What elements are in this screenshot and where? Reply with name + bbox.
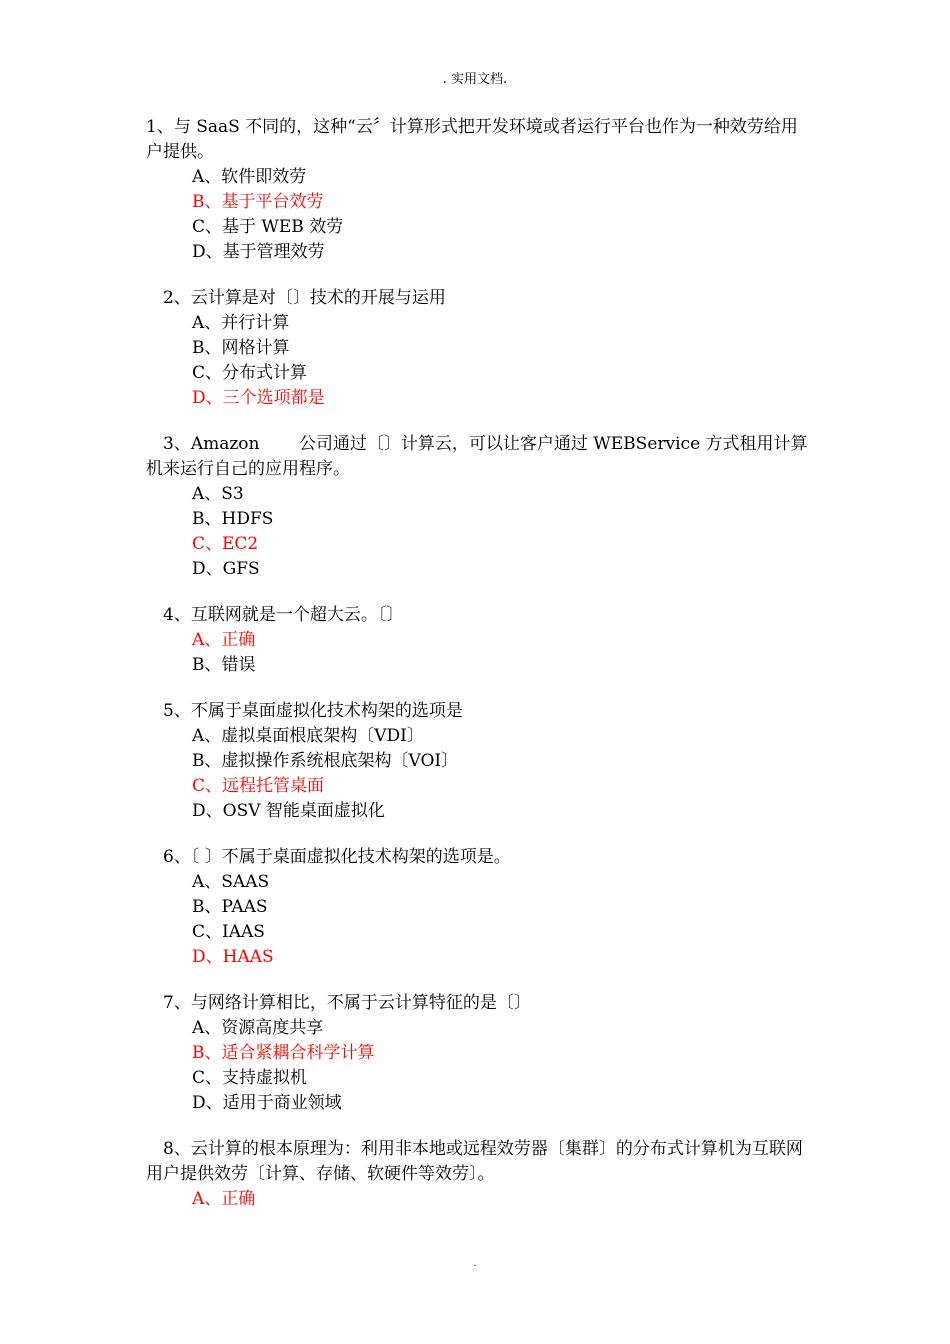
- option-a: A、软件即效劳: [192, 167, 307, 187]
- option-list: [146, 482, 811, 582]
- question-4: [146, 603, 811, 678]
- page-footer: .: [473, 1258, 477, 1269]
- option-b: B、错误: [192, 655, 256, 675]
- question-stem: 4、互联网就是一个超大云。〔〕: [163, 605, 404, 625]
- option-a: A、S3: [192, 484, 244, 504]
- question-2: [146, 286, 811, 411]
- option-list: [146, 1016, 811, 1116]
- option-b: B、虚拟操作系统根底架构〔VOI〕: [192, 751, 459, 771]
- question-stem: 6、〔 〕不属于桌面虚拟化技术构架的选项是。: [163, 847, 511, 867]
- question-stem: 2、云计算是对〔〕技术的开展与运用: [163, 288, 446, 308]
- question-3: [146, 432, 811, 582]
- option-a-correct: A、正确: [192, 1189, 256, 1209]
- question-stem: 1、与 SaaS 不同的，这种“云〞计算形式把开发环境或者运行平台也作为一种效劳给用户提供。: [146, 117, 798, 162]
- option-d: D、OSV 智能桌面虚拟化: [192, 801, 385, 821]
- question-8: [146, 1137, 811, 1212]
- option-c: C、支持虚拟机: [192, 1068, 308, 1088]
- option-d-correct: D、HAAS: [192, 947, 274, 967]
- question-5: [146, 699, 811, 824]
- option-list: [146, 628, 811, 678]
- option-b: B、HDFS: [192, 509, 274, 529]
- option-a-correct: A、正确: [192, 630, 256, 650]
- question-list: [146, 115, 811, 1233]
- question-stem: 8、云计算的根本原理为：利用非本地或远程效劳器〔集群〕的分布式计算机为互联网用户提供效劳〔计算、存储、软硬件等效劳〕。: [146, 1139, 803, 1184]
- option-d: D、基于管理效劳: [192, 242, 325, 262]
- option-b: B、网格计算: [192, 338, 290, 358]
- question-stem: 3、Amazon 公司通过〔〕计算云，可以让客户通过 WEBService 方式租用计算机来运行自己的应用程序。: [146, 434, 808, 479]
- option-c-correct: C、远程托管桌面: [192, 776, 325, 796]
- option-list: [146, 311, 811, 411]
- question-7: [146, 991, 811, 1116]
- option-d: D、GFS: [192, 559, 260, 579]
- option-a: A、并行计算: [192, 313, 290, 333]
- option-c: C、基于 WEB 效劳: [192, 217, 344, 237]
- question-stem: 5、不属于桌面虚拟化技术构架的选项是: [163, 701, 463, 721]
- option-list: [146, 1187, 811, 1212]
- option-c: C、IAAS: [192, 922, 265, 942]
- option-a: A、资源高度共享: [192, 1018, 324, 1038]
- option-list: [146, 724, 811, 824]
- question-6: [146, 845, 811, 970]
- option-d-correct: D、三个选项都是: [192, 388, 325, 408]
- option-d: D、适用于商业领域: [192, 1093, 342, 1113]
- option-c-correct: C、EC2: [192, 534, 259, 554]
- option-c: C、分布式计算: [192, 363, 308, 383]
- option-list: [146, 165, 811, 265]
- question-stem: 7、与网络计算相比，不属于云计算特征的是〔〕: [163, 993, 531, 1013]
- page-header: . 实用文档.: [442, 72, 508, 87]
- option-b: B、PAAS: [192, 897, 268, 917]
- option-a: A、虚拟桌面根底架构〔VDI〕: [192, 726, 424, 746]
- question-1: [146, 115, 811, 265]
- option-b-correct: B、适合紧耦合科学计算: [192, 1043, 375, 1063]
- option-b-correct: B、基于平台效劳: [192, 192, 324, 212]
- option-a: A、SAAS: [192, 872, 270, 892]
- option-list: [146, 870, 811, 970]
